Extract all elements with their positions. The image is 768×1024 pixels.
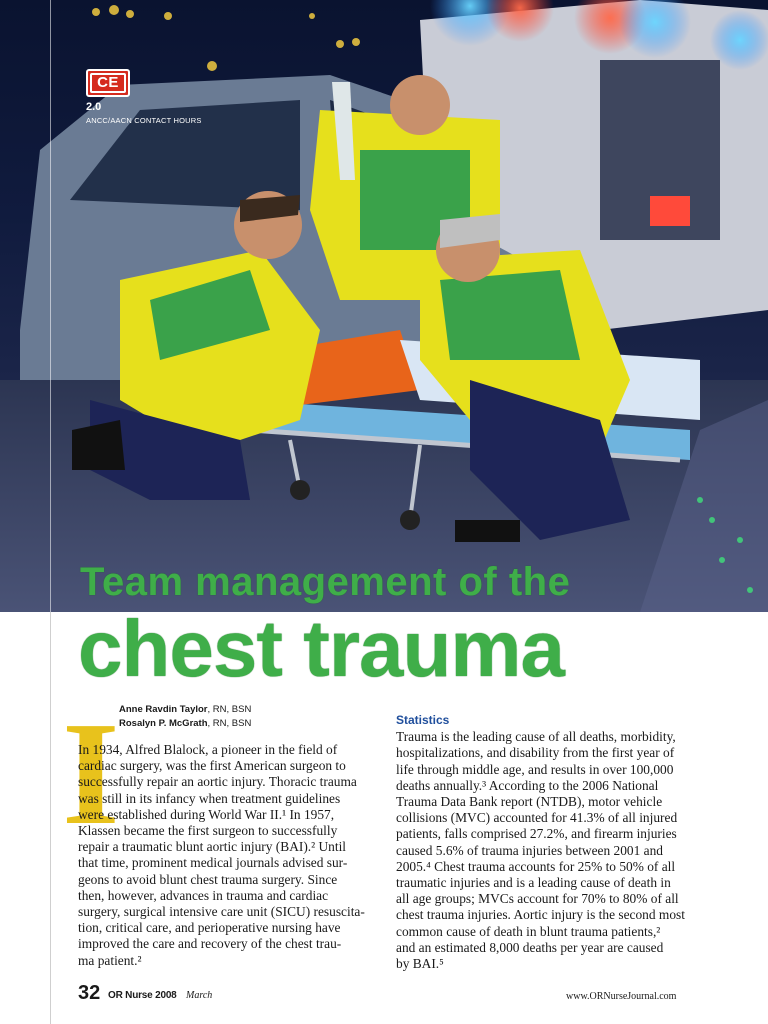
author-name: Rosalyn P. McGrath: [119, 718, 208, 729]
text-line: patients, falls comprised 27.2%, and firearm injuries: [396, 826, 677, 842]
headline-line1: Team management of the: [80, 560, 571, 604]
text-line: ma patient.²: [78, 952, 142, 968]
ce-contact-hours: 2.0: [86, 101, 102, 113]
text-line: that time, prominent medical journals advised sur-: [78, 855, 348, 871]
text-line: improved the care and recovery of the chest trau-: [78, 936, 342, 952]
author-credentials: , RN, BSN: [207, 704, 252, 715]
text-line: In 1934, Alfred Blalock, a pioneer in the field of: [78, 742, 338, 757]
text-line: caused 5.6% of trauma injuries between 2001 and: [396, 842, 663, 858]
text-line: common cause of death in blunt trauma patients,²: [396, 923, 661, 939]
author-list: [119, 703, 251, 731]
text-line: Trauma is the leading cause of all deaths, morbidity,: [396, 729, 676, 745]
text-line: 2005.⁴ Chest trauma accounts for 25% to 50% of all: [396, 858, 676, 874]
text-line: deaths annually.³ According to the 2006 National: [396, 777, 659, 793]
journal-url[interactable]: www.ORNurseJournal.com: [566, 991, 677, 1002]
journal-name: OR Nurse 2008: [108, 990, 177, 1001]
ce-badge-text: CE: [90, 73, 126, 93]
text-line: Klassen became the first surgeon to successfully: [78, 823, 338, 839]
text-line: by BAI.⁵: [396, 956, 444, 972]
text-line: repair a traumatic blunt aortic injury (BAI).² Until: [78, 839, 347, 855]
text-line: surgery, surgical intensive care unit (SICU) resuscita-: [78, 904, 365, 920]
text-line: then, however, advances in trauma and cardiac: [78, 887, 329, 903]
drop-cap: I: [62, 692, 120, 856]
text-line: all age groups; MVCs account for 70% to 80% of all: [396, 891, 679, 907]
text-line: Trauma Data Bank report (NTDB), motor vehicle: [396, 794, 663, 810]
statistics-column: [396, 712, 698, 972]
text-line: hospitalizations, and disability from the first year of: [396, 745, 675, 761]
author-line: [119, 717, 251, 731]
text-line: successfully repair an aortic injury. Thoracic trauma: [78, 774, 357, 790]
author-credentials: , RN, BSN: [207, 718, 252, 729]
margin-rule-photo: [50, 0, 51, 612]
author-line: [119, 703, 251, 717]
text-line: collisions (MVC) accounted for 41.3% of all injured: [396, 810, 678, 826]
intro-column: [78, 742, 368, 969]
ce-badge: [86, 69, 130, 97]
section-heading: Statistics: [396, 713, 450, 727]
text-line: was still in its infancy when treatment guidelines: [78, 790, 341, 806]
text-line: chest trauma injuries. Aortic injury is the second most: [396, 907, 685, 923]
text-line: and an estimated 8,000 deaths per year are caused: [396, 939, 664, 955]
margin-rule: [50, 612, 51, 1024]
text-line: were established during World War II.¹ In 1957,: [78, 806, 335, 822]
issue-month: March: [186, 990, 213, 1001]
text-line: geons to avoid blunt chest trauma surgery. Since: [78, 871, 338, 887]
text-line: traumatic injuries and is a leading cause of death in: [396, 875, 671, 891]
ce-contact-label: ANCC/AACN CONTACT HOURS: [86, 116, 202, 125]
author-name: Anne Ravdin Taylor: [119, 704, 208, 715]
text-line: life through middle age, and results in over 100,000: [396, 761, 674, 777]
page-number: 32: [78, 982, 101, 1004]
text-line: cardiac surgery, was the first American surgeon to: [78, 758, 346, 774]
text-line: tion, critical care, and perioperative nursing have: [78, 920, 341, 936]
headline-main: chest trauma: [78, 604, 564, 693]
